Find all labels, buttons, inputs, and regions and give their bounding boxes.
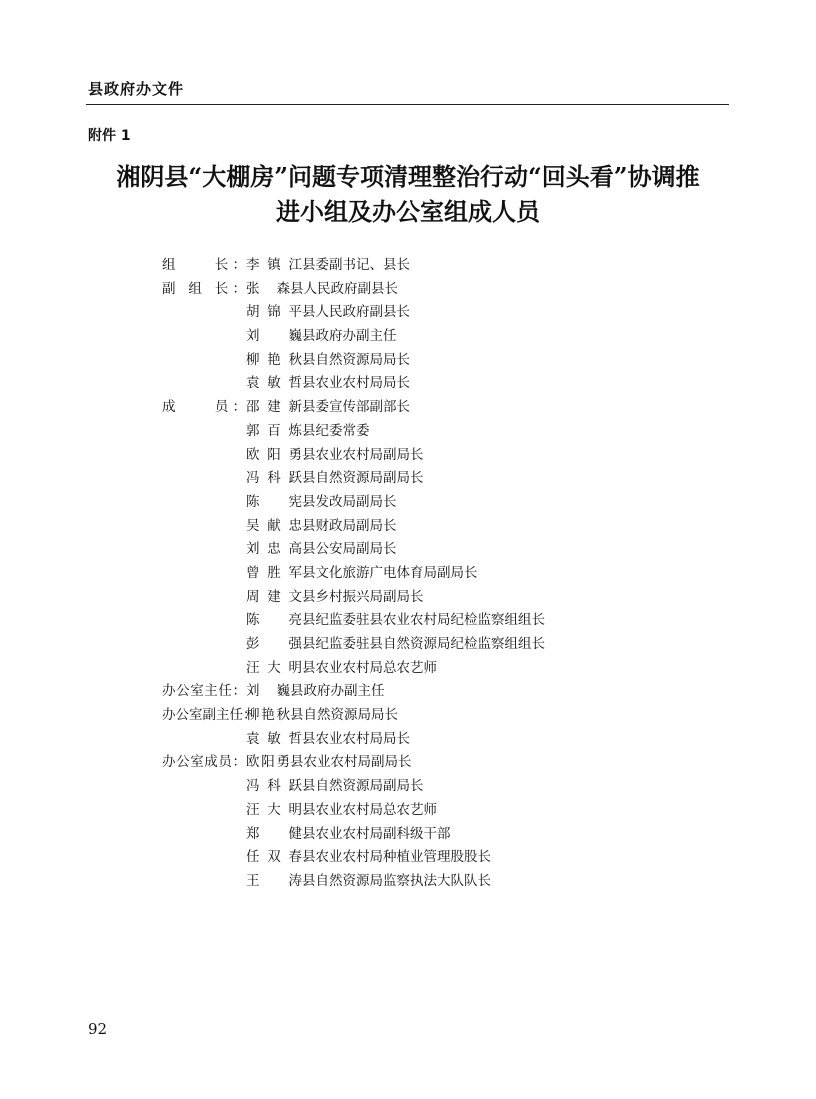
roster-row [162, 775, 545, 799]
roster-position: 县农业农村局副局长 [290, 754, 412, 771]
roster-name: 袁敏哲 [246, 375, 302, 392]
roster-position: 县纪监委驻县农业农村局纪检监察组组长 [302, 612, 545, 629]
roster-name: 张 森 [246, 280, 290, 297]
roster-row [162, 444, 545, 468]
roster-position: 县政府办副主任 [302, 328, 397, 345]
roster-position: 县乡村振兴局副局长 [302, 588, 424, 605]
roster-name: 曾胜军 [246, 564, 302, 581]
roster-position: 县自然资源局监察执法大队队长 [302, 872, 491, 889]
roster-position: 县农业农村局副局长 [302, 446, 424, 463]
roster-row [162, 538, 545, 562]
roster-row [162, 870, 545, 894]
roster-row [162, 515, 545, 539]
roster-name: 柳艳秋 [246, 707, 290, 724]
roster-name: 郭百炼 [246, 422, 302, 439]
roster-name: 冯科跃 [246, 470, 302, 487]
roster-name: 胡锦平 [246, 304, 302, 321]
roster-name: 陈 宪 [246, 493, 302, 510]
roster-name: 周建文 [246, 588, 302, 605]
roster-name: 任双春 [246, 849, 302, 866]
roster-role: 组 长： [162, 257, 246, 273]
document-title-line-1: 湘阴县“大棚房”问题专项清理整治行动“回头看”协调推 [116, 162, 700, 191]
roster-position: 县委宣传部副部长 [302, 399, 410, 416]
roster-row [162, 562, 545, 586]
header-divider [86, 104, 729, 105]
document-title-line-2: 进小组及办公室组成人员 [276, 197, 540, 226]
roster-name: 刘忠高 [246, 541, 302, 558]
roster-name: 刘 巍 [246, 683, 290, 700]
roster-name: 王 涛 [246, 872, 302, 889]
roster-row [162, 704, 545, 728]
roster-position: 县农业农村局总农艺师 [302, 801, 437, 818]
roster-row [162, 491, 545, 515]
roster-row [162, 728, 545, 752]
header-title: 县政府办文件 [88, 80, 185, 98]
roster-row [162, 657, 545, 681]
roster-row [162, 823, 545, 847]
roster-row [162, 586, 545, 610]
roster-row [162, 846, 545, 870]
roster-position: 县纪委常委 [302, 422, 370, 439]
roster-row [162, 372, 545, 396]
roster-position: 县纪监委驻县自然资源局纪检监察组组长 [302, 636, 545, 652]
roster-row [162, 609, 545, 633]
roster-position: 县发改局副局长 [302, 493, 397, 510]
page-number: 92 [88, 1020, 108, 1038]
roster-position: 县文化旅游广电体育局副局长 [302, 564, 478, 581]
roster-name: 柳艳秋 [246, 351, 302, 368]
roster-position: 县人民政府副县长 [302, 304, 410, 321]
roster-name: 欧阳勇 [246, 446, 302, 463]
roster-row [162, 467, 545, 491]
roster-role: 办公室成员： [162, 754, 246, 771]
roster-row [162, 254, 545, 278]
roster-position: 县自然资源局局长 [302, 351, 410, 368]
roster-position: 县农业农村局种植业管理股股长 [302, 849, 491, 866]
roster-name: 汪大明 [246, 659, 302, 676]
roster-name: 冯科跃 [246, 778, 302, 795]
roster-name: 袁敏哲 [246, 730, 302, 747]
roster-position: 县人民政府副县长 [290, 280, 398, 297]
roster-name: 邵建新 [246, 399, 302, 416]
roster-position: 县农业农村局局长 [302, 730, 410, 747]
roster-position: 县委副书记、县长 [302, 257, 410, 273]
roster-name: 汪大明 [246, 801, 302, 818]
roster-position: 县农业农村局副科级干部 [302, 825, 451, 842]
roster-row [162, 751, 545, 775]
roster-role: 办公室主任： [162, 683, 246, 700]
roster-position: 县农业农村局总农艺师 [302, 659, 437, 676]
attachment-label: 附件 1 [88, 128, 131, 144]
roster-role: 办公室副主任： [162, 707, 257, 724]
roster-row [162, 633, 545, 657]
roster-row [162, 680, 545, 704]
roster-position: 县自然资源局副局长 [302, 470, 424, 487]
roster-position: 县政府办副主任 [290, 683, 385, 700]
roster-position: 县农业农村局局长 [302, 375, 410, 392]
roster-position: 县公安局副局长 [302, 541, 397, 558]
roster-name: 李镇江 [246, 257, 302, 273]
roster-name: 刘 巍 [246, 328, 302, 345]
roster-row [162, 396, 545, 420]
roster-name: 吴献忠 [246, 517, 302, 534]
roster-position: 县自然资源局副局长 [302, 778, 424, 795]
roster-name: 欧阳勇 [246, 754, 290, 771]
roster-role: 成 员： [162, 399, 246, 416]
roster-row [162, 349, 545, 373]
roster-name: 彭 强 [246, 636, 302, 652]
roster-name: 陈 亮 [246, 612, 302, 629]
roster-position: 县财政局副局长 [302, 517, 397, 534]
roster-row [162, 301, 545, 325]
roster-position: 县自然资源局局长 [290, 707, 398, 724]
roster-name: 郑 健 [246, 825, 302, 842]
roster-row [162, 325, 545, 349]
member-roster [162, 254, 545, 894]
roster-row [162, 278, 545, 302]
roster-role: 副 组 长： [162, 280, 246, 297]
roster-row [162, 799, 545, 823]
roster-row [162, 420, 545, 444]
